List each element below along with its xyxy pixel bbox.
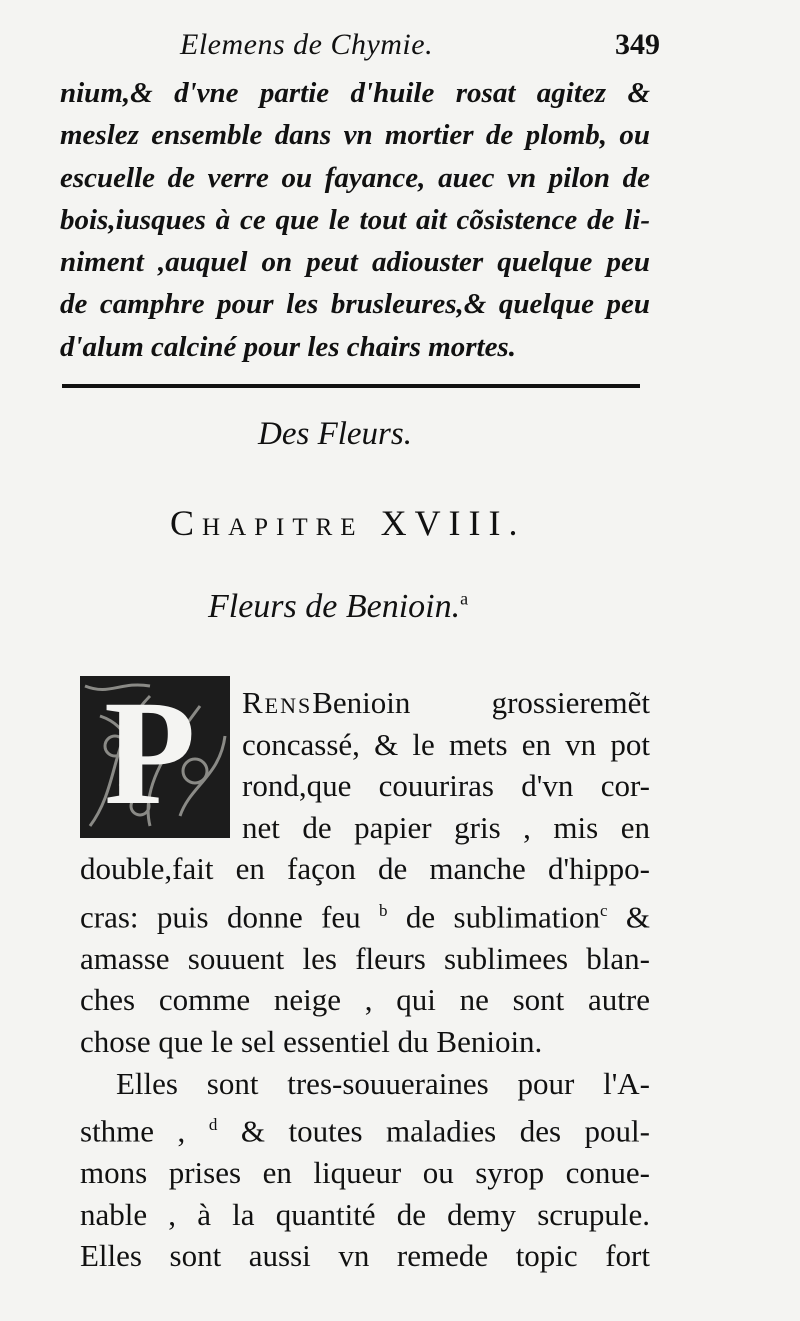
body-smallcaps: Rens xyxy=(242,685,313,720)
top-passage xyxy=(60,72,650,368)
body-fragment: Benioin grossieremẽt xyxy=(312,685,650,720)
passage-line: de camphre pour les brusleures,& quelque peu xyxy=(60,288,650,321)
footnote-marker: d xyxy=(208,1115,218,1135)
body-line: concassé, & le mets en vn pot xyxy=(242,726,650,762)
section-heading: Des Fleurs. xyxy=(258,416,412,452)
footnote-marker: c xyxy=(599,900,608,920)
footnote-marker: a xyxy=(460,588,469,609)
body-line xyxy=(80,890,650,938)
body-line: mons prises en liqueur ou syrop conue- xyxy=(80,1155,650,1191)
subsection-heading xyxy=(208,588,468,626)
passage-line: escuelle de verre ou fayance, auec vn pilon de xyxy=(60,161,650,194)
body-line: ches comme neige , qui ne sont autre xyxy=(80,982,650,1018)
body-line: net de papier gris , mis en xyxy=(242,809,650,845)
passage-line: d'alum calciné pour les chairs mortes. xyxy=(60,330,516,363)
body-line: Elles sont tres-souueraines pour l'A- xyxy=(116,1065,650,1101)
body-fragment: de sublimation xyxy=(387,899,600,935)
body-line: Elles sont aussi vn remede topic fort xyxy=(80,1238,650,1274)
running-title: Elemens de Chymie. xyxy=(180,28,434,61)
body-fragment: cras: puis donne feu xyxy=(80,899,380,935)
passage-line: bois,iusques à ce que le tout ait cõsistence de li- xyxy=(60,203,650,236)
body-line xyxy=(80,1104,650,1152)
body-line xyxy=(80,682,650,724)
initial-letter: P xyxy=(104,676,196,836)
running-head xyxy=(180,28,660,68)
passage-line: nium,& d'vne partie d'huile rosat agitez & xyxy=(60,77,650,109)
body-fragment: sthme , xyxy=(80,1113,209,1149)
section-divider xyxy=(62,384,640,388)
passage-line: niment ,auquel on peut adiouster quelque peu xyxy=(60,246,650,279)
chapter-heading: Chapitre XVIII. xyxy=(170,503,526,543)
subsection-title: Fleurs de Benioin. xyxy=(208,588,461,625)
body-line: chose que le sel essentiel du Benioin. xyxy=(80,1024,543,1060)
body-fragment: & toutes maladies des poul- xyxy=(217,1113,650,1149)
body-line: double,fait en façon de manche d'hippo- xyxy=(80,851,650,887)
body-line: nable , à la quantité de demy scrupule. xyxy=(80,1196,650,1232)
body-text xyxy=(80,682,650,1277)
page-number: 349 xyxy=(615,28,660,61)
body-fragment: & xyxy=(607,899,650,935)
passage-line: meslez ensemble dans vn mortier de plomb, ou xyxy=(60,119,650,152)
body-line: rond,que couuriras d'vn cor- xyxy=(242,768,650,804)
footnote-marker: b xyxy=(379,900,388,920)
body-line: amasse souuent les fleurs sublimees blan- xyxy=(80,940,650,976)
